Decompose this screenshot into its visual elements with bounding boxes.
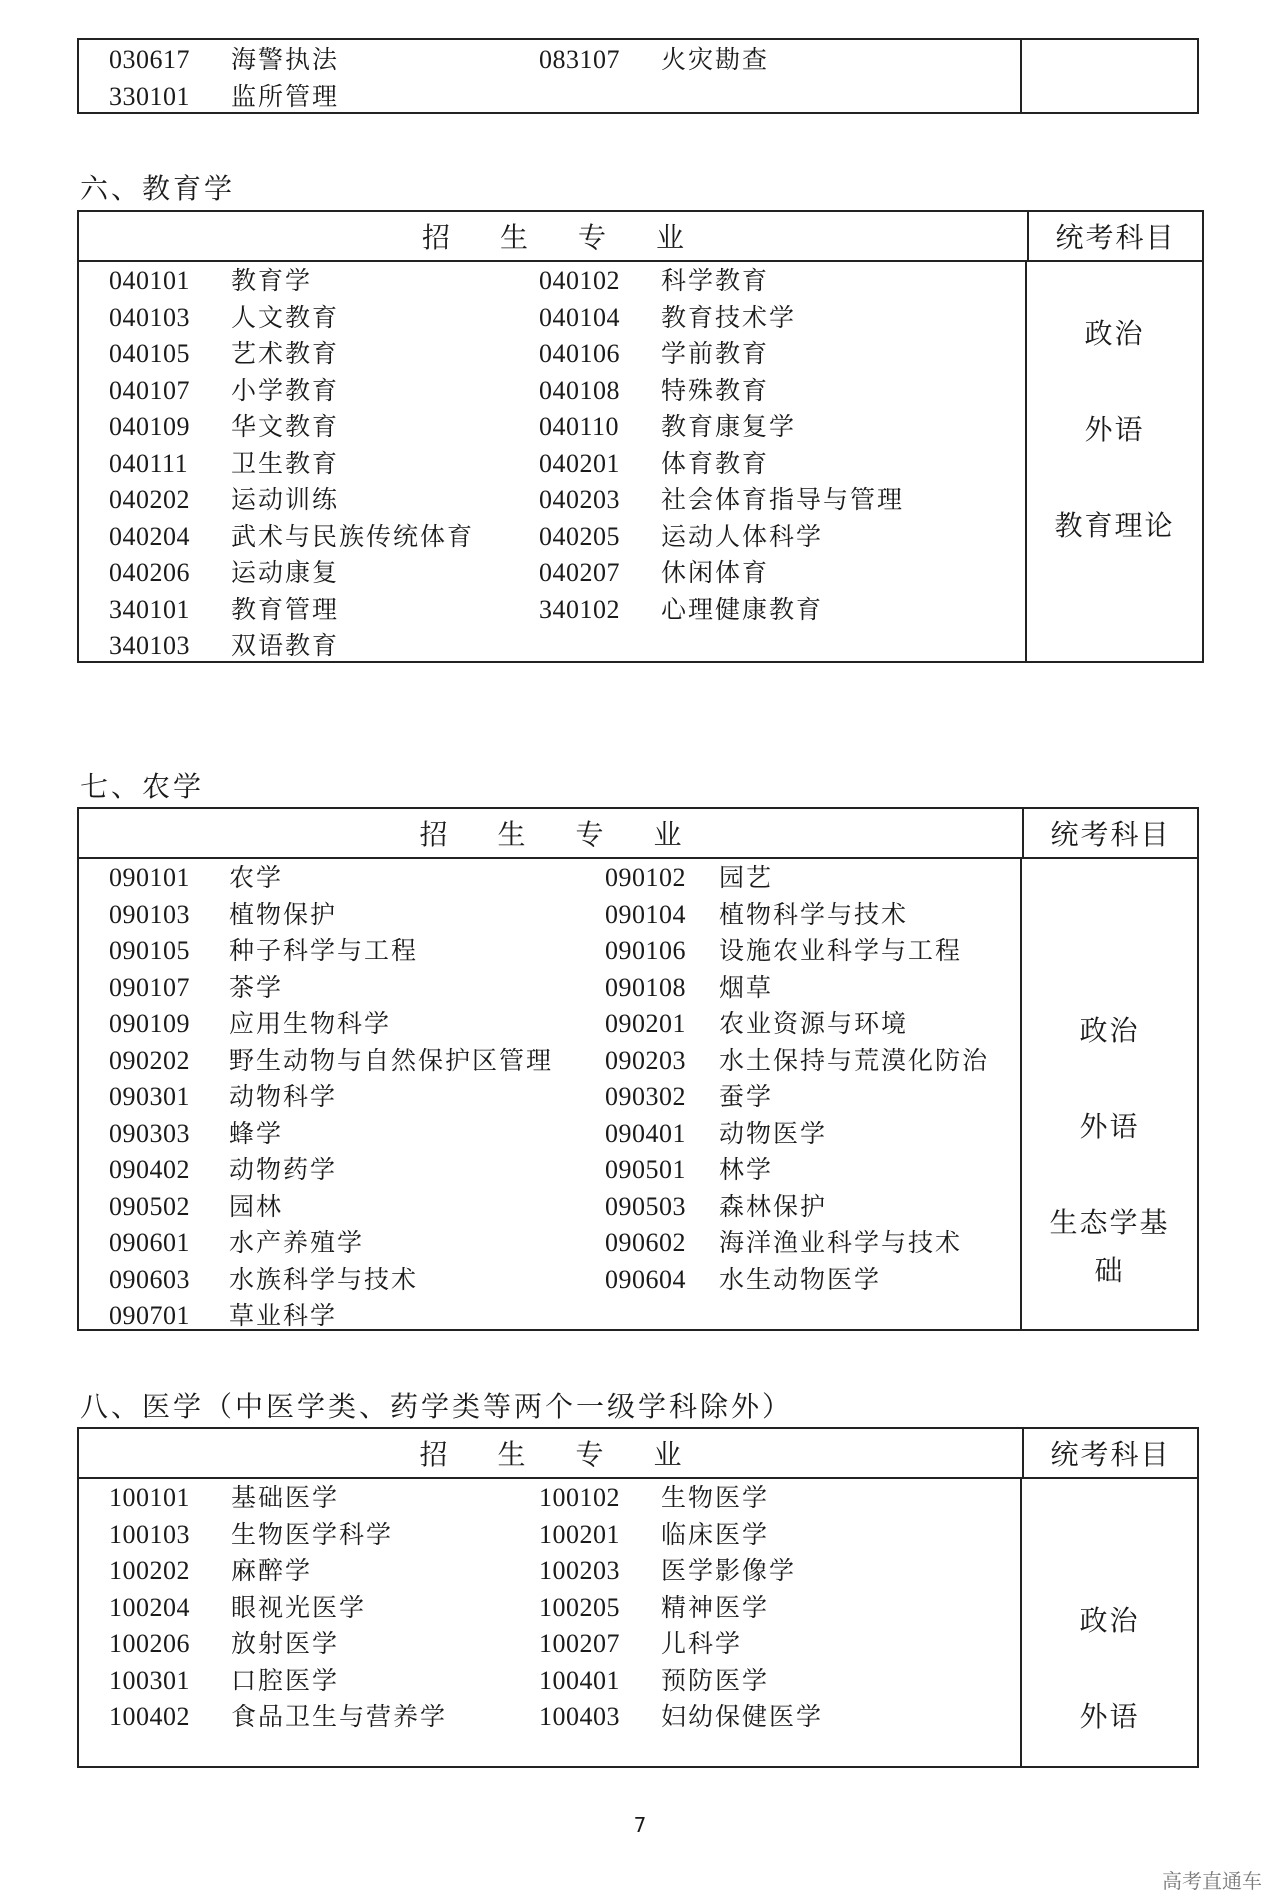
major-code: 040107 (109, 375, 190, 405)
major-name: 妇幼保健医学 (661, 1702, 824, 1731)
table-row (79, 519, 1027, 556)
major-name: 水产养殖学 (229, 1228, 365, 1257)
major-code: 040101 (109, 266, 190, 295)
table-education (77, 210, 1204, 663)
major-code: 100206 (109, 1629, 190, 1658)
major-code: 040204 (109, 521, 190, 551)
table-row (79, 79, 1022, 116)
major-name: 种子科学与工程 (229, 936, 419, 965)
header-exam-subjects: 统考科目 (1022, 809, 1197, 857)
major-name: 教育管理 (231, 594, 340, 624)
major-code: 090106 (605, 936, 686, 965)
major-name: 生物医学 (661, 1483, 770, 1512)
major-name: 植物科学与技术 (719, 899, 909, 929)
major-code: 090108 (605, 972, 686, 1002)
major-name: 运动人体科学 (661, 521, 824, 551)
major-code: 100203 (539, 1556, 620, 1585)
major-name: 科学教育 (661, 266, 770, 295)
major-name: 设施农业科学与工程 (719, 936, 963, 965)
major-name: 运动训练 (231, 485, 340, 514)
major-code: 100202 (109, 1556, 190, 1585)
table-row (79, 1006, 1022, 1043)
major-code: 100103 (109, 1519, 190, 1549)
major-code: 090503 (605, 1191, 686, 1221)
major-code: 083107 (539, 45, 620, 74)
major-name: 心理健康教育 (661, 594, 824, 624)
major-name: 麻醉学 (231, 1556, 313, 1585)
table-row (79, 1553, 1022, 1590)
table-row (79, 555, 1027, 592)
major-name: 华文教育 (231, 412, 340, 441)
major-code: 040111 (109, 448, 189, 478)
exam-subjects (1022, 1597, 1197, 1741)
major-name: 基础医学 (231, 1483, 340, 1512)
major-name: 放射医学 (231, 1629, 340, 1658)
major-code: 040202 (109, 485, 190, 514)
header-exam-subjects: 统考科目 (1027, 212, 1202, 260)
exam-subject: 生态学基 (1049, 1206, 1170, 1239)
table-agriculture (77, 807, 1199, 1331)
section-title-medicine: 八、医学（中医学类、药学类等两个一级学科除外） (80, 1390, 794, 1423)
major-code: 330101 (109, 81, 190, 111)
major-code: 040201 (539, 448, 620, 478)
major-code: 090104 (605, 899, 686, 929)
exam-subjects (1022, 1007, 1197, 1295)
table-row (79, 970, 1022, 1007)
major-code: 100201 (539, 1519, 620, 1549)
exam-subject: 政治 (1079, 1014, 1140, 1047)
major-name: 水族科学与技术 (229, 1264, 419, 1294)
major-code: 090302 (605, 1082, 686, 1111)
major-code: 100205 (539, 1592, 620, 1622)
major-code: 090601 (109, 1228, 190, 1257)
table-header (79, 809, 1197, 859)
major-code: 090103 (109, 899, 190, 929)
table-row (79, 897, 1022, 934)
table-row (79, 1189, 1022, 1226)
major-name: 眼视光医学 (231, 1592, 367, 1622)
exam-subject: 外语 (1079, 1700, 1140, 1733)
major-code: 090105 (109, 936, 190, 965)
header-majors: 招生专业 (419, 818, 732, 851)
major-name: 食品卫生与营养学 (231, 1702, 448, 1731)
exam-subject: 教育理论 (1054, 509, 1175, 542)
major-name: 水土保持与荒漠化防治 (719, 1045, 990, 1075)
major-code: 090203 (605, 1045, 686, 1075)
table-row (79, 409, 1027, 446)
major-name: 教育技术学 (661, 302, 797, 332)
table-row (79, 1079, 1022, 1116)
major-name: 水生动物医学 (719, 1264, 882, 1294)
major-code: 040103 (109, 302, 190, 332)
major-code: 090604 (605, 1264, 686, 1294)
major-name: 农业资源与环境 (719, 1009, 909, 1038)
table-row (79, 1043, 1022, 1080)
major-code: 040203 (539, 485, 620, 514)
major-name: 草业科学 (229, 1301, 338, 1330)
major-name: 动物药学 (229, 1155, 338, 1184)
major-name: 预防医学 (661, 1665, 770, 1695)
major-name: 小学教育 (231, 375, 340, 405)
table-medicine (77, 1427, 1199, 1768)
major-code: 100207 (539, 1629, 620, 1658)
major-name: 监所管理 (231, 81, 340, 111)
major-name: 精神医学 (661, 1592, 770, 1622)
exam-subject: 外语 (1079, 1110, 1140, 1143)
table-row (79, 42, 1022, 79)
table-row (79, 628, 1027, 665)
major-code: 100102 (539, 1483, 620, 1512)
major-code: 090701 (109, 1301, 190, 1330)
major-code: 040205 (539, 521, 620, 551)
table-row (79, 1480, 1022, 1517)
major-name: 烟草 (719, 972, 774, 1002)
table-header (79, 212, 1202, 262)
major-code: 340102 (539, 594, 620, 624)
table-row (79, 482, 1027, 519)
major-name: 园林 (229, 1191, 284, 1221)
major-name: 火灾勘查 (661, 45, 770, 74)
major-name: 特殊教育 (661, 375, 770, 405)
major-name: 应用生物科学 (229, 1009, 392, 1038)
table-row (79, 263, 1027, 300)
major-name: 教育康复学 (661, 412, 797, 441)
table-row (79, 1517, 1022, 1554)
major-code: 040105 (109, 339, 190, 368)
major-name: 林学 (719, 1155, 774, 1184)
major-name: 植物保护 (229, 899, 338, 929)
table-row (79, 933, 1022, 970)
major-code: 090402 (109, 1155, 190, 1184)
major-name: 口腔医学 (231, 1665, 340, 1695)
table-header (79, 1429, 1197, 1479)
major-name: 学前教育 (661, 339, 770, 368)
major-name: 生物医学科学 (231, 1519, 394, 1549)
major-code: 090603 (109, 1264, 190, 1294)
major-name: 双语教育 (231, 631, 340, 660)
major-name: 医学影像学 (661, 1556, 797, 1585)
major-code: 040207 (539, 558, 620, 587)
table-row (79, 1225, 1022, 1262)
table-row (79, 1152, 1022, 1189)
major-name: 蚕学 (719, 1082, 774, 1111)
major-code: 340101 (109, 594, 190, 624)
major-name: 运动康复 (231, 558, 340, 587)
header-majors: 招生专业 (421, 221, 734, 254)
major-name: 临床医学 (661, 1519, 770, 1549)
major-code: 040108 (539, 375, 620, 405)
major-name: 农学 (229, 863, 284, 892)
major-name: 教育学 (231, 266, 313, 295)
major-code: 100204 (109, 1592, 190, 1622)
major-code: 090201 (605, 1009, 686, 1038)
exam-subject: 政治 (1079, 1604, 1140, 1637)
major-code: 090107 (109, 972, 190, 1002)
major-code: 040110 (539, 412, 620, 441)
section-title-education: 六、教育学 (80, 172, 236, 205)
exam-subject: 外语 (1084, 413, 1145, 446)
major-code: 090602 (605, 1228, 686, 1257)
major-code: 090102 (605, 863, 686, 892)
major-name: 体育教育 (661, 448, 770, 478)
table-row (79, 860, 1022, 897)
major-code: 040106 (539, 339, 620, 368)
major-code: 100301 (109, 1665, 190, 1695)
major-name: 动物科学 (229, 1082, 338, 1111)
table-continued (77, 38, 1199, 114)
major-code: 090401 (605, 1118, 686, 1148)
table-row (79, 1298, 1022, 1335)
section-title-agriculture: 七、农学 (80, 770, 205, 803)
table-row (79, 592, 1027, 629)
header-majors: 招生专业 (419, 1438, 732, 1471)
major-code: 090501 (605, 1155, 686, 1184)
watermark: 高考直通车 (1162, 1869, 1262, 1893)
major-code: 340103 (109, 631, 190, 660)
major-code: 100403 (539, 1702, 620, 1731)
major-code: 090202 (109, 1045, 190, 1075)
table-row (79, 1699, 1022, 1736)
table-row (79, 373, 1027, 410)
major-name: 儿科学 (661, 1629, 743, 1658)
major-name: 海警执法 (231, 45, 340, 74)
major-code: 040109 (109, 412, 190, 441)
table-row (79, 336, 1027, 373)
major-name: 人文教育 (231, 302, 340, 332)
exam-subject: 础 (1094, 1254, 1125, 1287)
major-code: 090303 (109, 1118, 190, 1148)
major-name: 野生动物与自然保护区管理 (229, 1045, 554, 1075)
major-name: 海洋渔业科学与技术 (719, 1228, 963, 1257)
major-name: 动物医学 (719, 1118, 828, 1148)
major-name: 蜂学 (229, 1118, 284, 1148)
table-row (79, 1663, 1022, 1700)
major-code: 030617 (109, 45, 190, 74)
table-row (79, 1262, 1022, 1299)
table-row (79, 300, 1027, 337)
major-name: 茶学 (229, 972, 284, 1002)
major-code: 100402 (109, 1702, 190, 1731)
major-name: 卫生教育 (231, 448, 340, 478)
table-row (79, 1626, 1022, 1663)
major-code: 100401 (539, 1665, 620, 1695)
major-code: 090109 (109, 1009, 190, 1038)
header-exam-subjects: 统考科目 (1022, 1429, 1197, 1477)
table-row (79, 1116, 1022, 1153)
major-code: 040102 (539, 266, 620, 295)
major-name: 园艺 (719, 863, 774, 892)
major-name: 社会体育指导与管理 (661, 485, 905, 514)
major-code: 100101 (109, 1483, 190, 1512)
major-code: 040104 (539, 302, 620, 332)
major-name: 森林保护 (719, 1191, 828, 1221)
major-name: 休闲体育 (661, 558, 770, 587)
exam-subject: 政治 (1084, 317, 1145, 350)
major-code: 090301 (109, 1082, 190, 1111)
page-number: 7 (633, 1813, 647, 1837)
major-code: 090502 (109, 1191, 190, 1221)
exam-subjects (1027, 310, 1202, 550)
major-name: 武术与民族传统体育 (231, 521, 475, 551)
table-row (79, 1590, 1022, 1627)
major-name: 艺术教育 (231, 339, 340, 368)
major-code: 090101 (109, 863, 190, 892)
major-code: 040206 (109, 558, 190, 587)
table-row (79, 446, 1027, 483)
